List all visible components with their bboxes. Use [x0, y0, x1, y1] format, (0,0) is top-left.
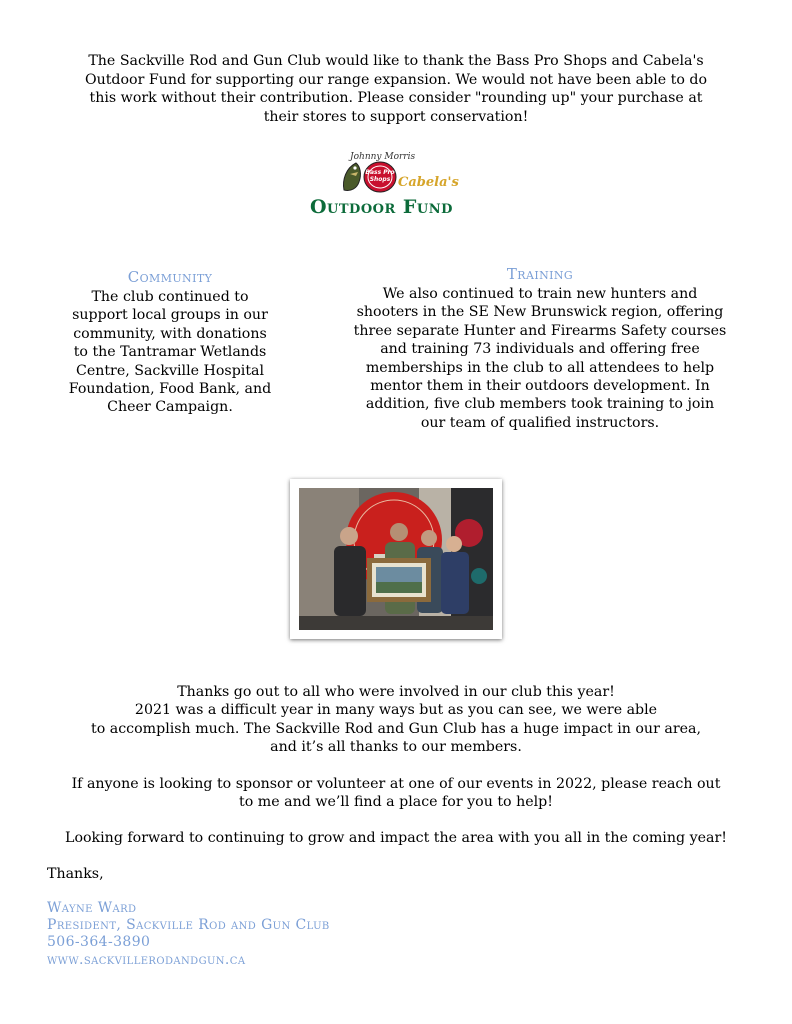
training-line: three separate Hunter and Firearms Safety courses — [353, 322, 727, 339]
outdoor-fund-logo — [300, 148, 490, 226]
intro-line: this work without their contribution. Please consider "rounding up" your purchase at — [89, 90, 703, 107]
group-photo — [299, 488, 493, 630]
intro-line: The Sackville Rod and Gun Club would like to thank the Bass Pro Shops and Cabela's — [88, 53, 704, 69]
community-line: Foundation, Food Bank, and — [68, 381, 272, 398]
closing-line: 2021 was a difficult year in many ways but as you can see, we were able — [134, 702, 658, 719]
training-line: addition, five club members took training to join — [365, 396, 715, 413]
closing-line: to accomplish much. The Sackville Rod and Gun Club has a huge impact in our area, — [91, 720, 701, 737]
community-text — [50, 288, 290, 417]
closing-line: to me and we’ll find a place for you to help! — [239, 794, 553, 811]
closing-line: and it’s all thanks to our members. — [270, 739, 522, 756]
group-photo-frame — [290, 479, 502, 639]
community-line: Centre, Sackville Hospital — [75, 362, 265, 379]
closing-line: Thanks go out to all who were involved in our club this year! — [177, 684, 615, 700]
community-line: community, with donations — [73, 325, 267, 342]
training-line: We also continued to train new hunters and — [382, 286, 698, 302]
community-heading: Community — [127, 268, 213, 286]
training-line: memberships in the club to all attendees to help — [365, 359, 715, 376]
intro-paragraph — [50, 52, 742, 126]
bass-pro-label: Bass Pro Shops — [365, 169, 395, 183]
community-line: The club continued to — [91, 289, 249, 305]
logo-signature: Johnny Morris — [350, 152, 416, 162]
signature-block — [47, 900, 330, 969]
training-text — [330, 285, 750, 432]
training-heading: Training — [506, 265, 574, 283]
closing-line: If anyone is looking to sponsor or volunteer at one of our events in 2022, please reach out — [71, 775, 721, 792]
outdoor-fund-label: Outdoor Fund — [310, 196, 453, 218]
cabelas-wordmark: Cabela's — [398, 175, 459, 190]
community-line: support local groups in our — [72, 307, 268, 324]
closing-message — [40, 683, 752, 848]
training-line: and training 73 individuals and offering free — [380, 341, 700, 358]
outdoor-fund-wordmark — [310, 196, 453, 218]
community-line: to the Tantramar Wetlands — [73, 344, 267, 361]
intro-line: Outdoor Fund for supporting our range expansion. We would not have been able to do — [84, 71, 708, 88]
signature-name: Wayne Ward — [47, 900, 137, 916]
training-line: our team of qualified instructors. — [420, 414, 660, 431]
community-line: Cheer Campaign. — [107, 399, 233, 416]
closing-line: Looking forward to continuing to grow and impact the area with you all in the coming year! — [65, 830, 727, 847]
training-line: shooters in the SE New Brunswick region, offering — [356, 304, 724, 321]
bass-pro-shops-badge — [363, 160, 397, 194]
bass-fish-icon — [340, 160, 364, 194]
signature-title: President, Sackville Rod and Gun Club — [47, 917, 330, 934]
intro-line: their stores to support conservation! — [263, 108, 529, 125]
thanks-text: Thanks, — [47, 866, 104, 882]
training-line: mentor them in their outdoors development. In — [370, 378, 710, 395]
website-link[interactable]: www.sackvillerodandgun.ca — [47, 951, 246, 968]
signature-phone: 506-364-3890 — [47, 934, 151, 951]
